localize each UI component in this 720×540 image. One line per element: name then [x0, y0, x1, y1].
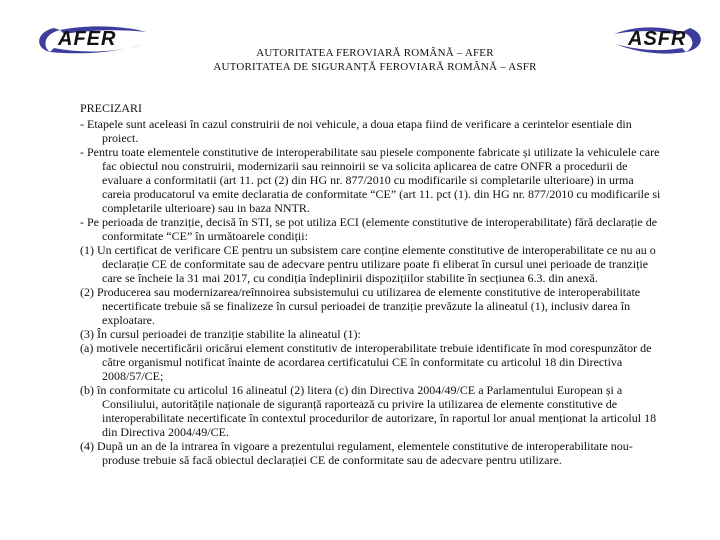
- paragraph: (1) Un certificat de verificare CE pentru un subsistem care conține elemente constitutive de interoperabilitate ce nu au o declarație CE de conformitate sau de adecvare pentru utilizare poate fi eliberat în cursul unei perioade de tranziție care se încheie la 31 mai 2017, cu condiția îndeplinirii dispozițiilor stabilite în secțiunea 6.3. din anexă.: [80, 243, 656, 285]
- header-line-asfr: AUTORITATEA DE SIGURANȚĂ FEROVIARĂ ROMÂNĂ – ASFR: [213, 61, 537, 73]
- paragraph: (4) După un an de la intrarea în vigoare a prezentului regulament, elementele constitutive de interoperabilitate nou-produse trebuie să facă obiectul declarației CE de conformitate sau de adecvare pentru utilizare.: [80, 439, 633, 467]
- afer-logo-text: AFER: [58, 28, 117, 50]
- paragraph: (b) în conformitate cu articolul 16 alineatul (2) litera (c) din Directiva 2004/49/CE a Parlamentului European și a Consiliului, autoritățile naționale de siguranță raportează cu privire la utilizarea de elemente constitutive de interoperabilitate necertificate în contextul procedurilor de autorizare, în raportul lor anual menționat la articolul 18 din Directiva 2004/49/CE.: [80, 383, 657, 439]
- asfr-logo-text: ASFR: [628, 28, 687, 50]
- paragraph: (a) motivele necertificării oricărui element constitutiv de interoperabilitate trebuie identificate în mod corespunzător de către organismul notificat înainte de acordarea certificatului CE în conformitate cu articolul 18 din Directiva 2008/57/CE;: [80, 341, 652, 383]
- document-body: [80, 101, 664, 467]
- paragraph: (3) În cursul perioadei de tranziție stabilite la alineatul (1):: [80, 327, 361, 341]
- section-title: PRECIZARI: [80, 101, 143, 115]
- paragraph: - Pentru toate elementele constitutive de interoperabilitate sau piesele componente fabricate și utilizate la vehiculele care fac obiectul nou construirii, modernizarii sau reinnoirii se va solicita aplicarea de catre ONFR a procedurii de evaluare a conformitatii (art 11. pct (2) din HG nr. 877/2010 cu modificarile si completarile ulterioare) in urma careia producatorul va emite declaratia de conformitate “CE” (art 11. pct (1). din HG nr. 877/2010 cu modificarile si completarile ulterioare) sau in baza NNTR.: [80, 145, 661, 215]
- document-header: [150, 46, 600, 74]
- header-line-afer: AUTORITATEA FEROVIARĂ ROMÂNĂ – AFER: [256, 47, 494, 59]
- paragraph: (2) Producerea sau modernizarea/reînnoirea subsistemului cu utilizarea de elemente constitutive de interoperabilitate necertificate trebuie să se finalizeze în cursul perioadei de tranziție prevăzute la alineatul (1), inclusiv darea în exploatare.: [80, 285, 641, 327]
- paragraph: - Etapele sunt aceleasi în cazul construirii de noi vehicule, a doua etapa fiind de verificare a cerintelor esentiale din proiect.: [80, 117, 632, 145]
- afer-logo: [30, 22, 150, 58]
- paragraph: - Pe perioada de tranziție, decisă în STI, se pot utiliza ECI (elemente constitutive de interoperabilitate) fără declarație de conformitate “CE” în următoarele condiții:: [80, 215, 658, 243]
- asfr-logo: [612, 22, 702, 58]
